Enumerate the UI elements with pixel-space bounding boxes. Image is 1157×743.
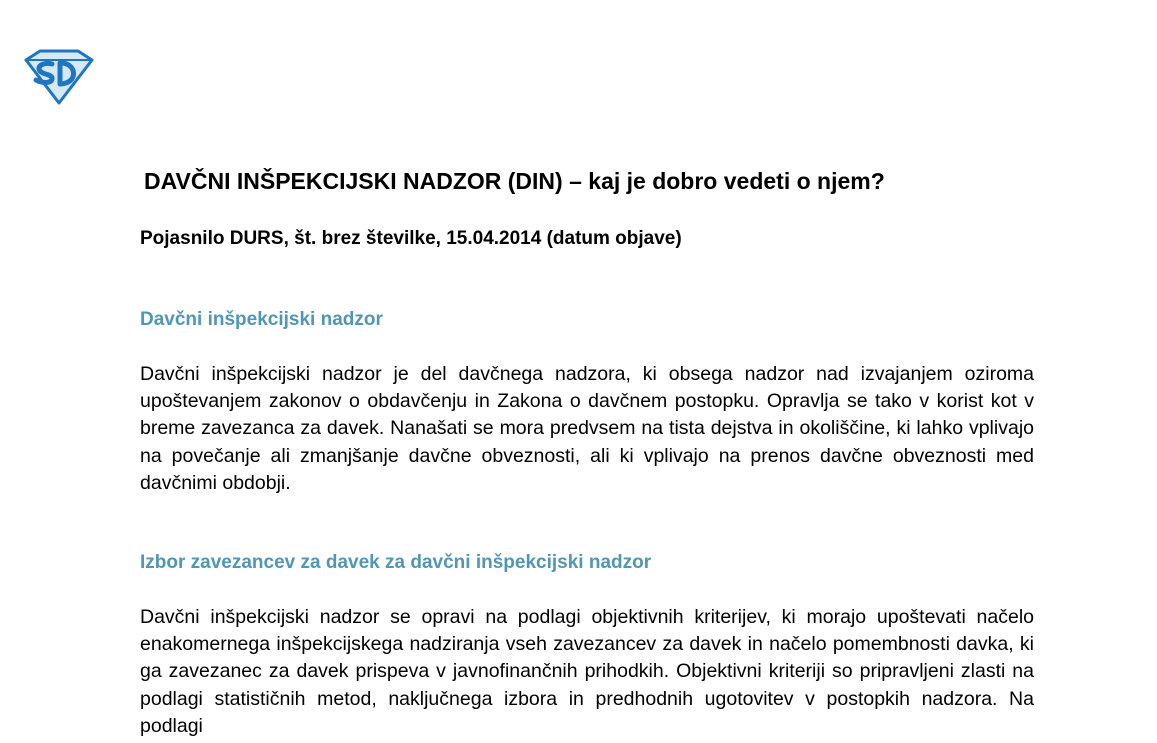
- document-subtitle: Pojasnilo DURS, št. brez številke, 15.04.2014 (datum objave): [140, 228, 682, 249]
- company-logo: [22, 48, 96, 106]
- section-heading-nadzor: Davčni inšpekcijski nadzor: [140, 309, 383, 330]
- section-paragraph-izbor: Davčni inšpekcijski nadzor se opravi na podlagi objektivnih kriterijev, ki morajo upoštevati načelo enakomernega inšpekcijskega nadziranja vseh zavezancev za davek in načelo pomembnosti davka, ki ga zavezanec za davek prispeva v javnofinančnih prihodkih. Objektivni kriteriji so pripravljeni zlasti na podlagi statističnih metod, naključnega izbora in predhodnih ugotovitev v postopkih nadzora. Na podlagi: [140, 606, 1034, 737]
- section-heading-izbor: Izbor zavezancev za davek za davčni inšpekcijski nadzor: [140, 552, 652, 573]
- sd-shield-logo-icon: [22, 48, 96, 106]
- section-paragraph-nadzor: Davčni inšpekcijski nadzor je del davčnega nadzora, ki obsega nadzor nad izvajanjem oziroma upoštevanjem zakonov o obdavčenju in Zakona o davčnem postopku. Opravlja se tako v korist kot v breme zavezanca za davek. Nanašati se mora predvsem na tista dejstva in okoliščine, ki lahko vplivajo na povečanje ali zmanjšanje davčne obveznosti, ali ki vplivajo na prenos davčne obveznosti med davčnimi obdobji.: [140, 363, 1034, 494]
- document-title: DAVČNI INŠPEKCIJSKI NADZOR (DIN) – kaj je dobro vedeti o njem?: [144, 168, 885, 194]
